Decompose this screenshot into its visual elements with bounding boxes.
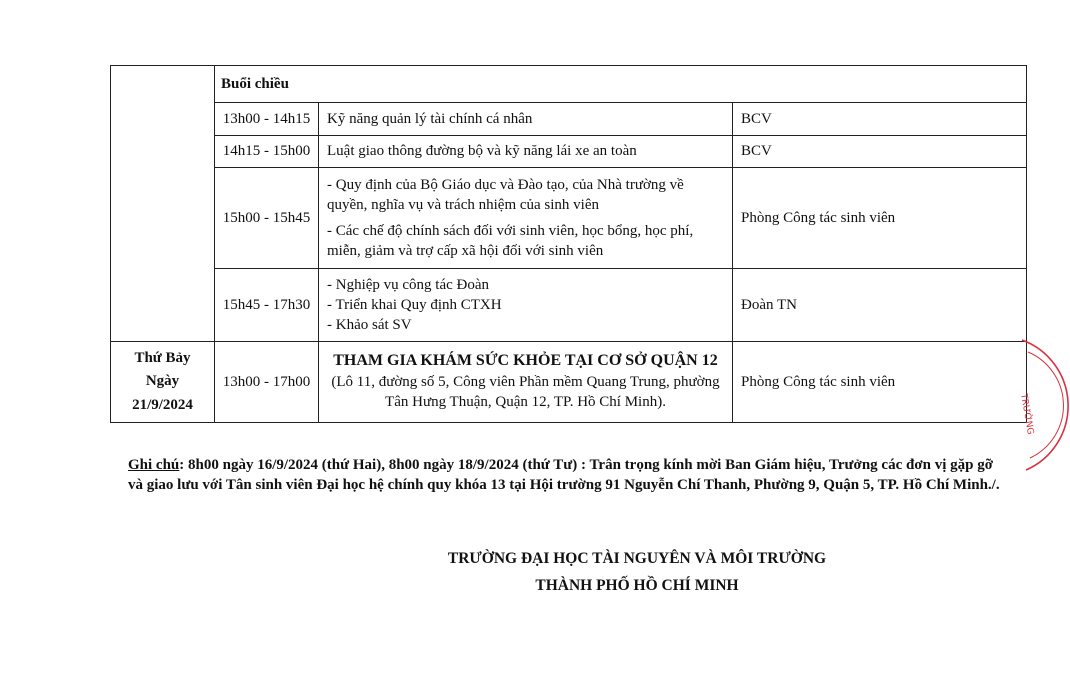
content-item: - Khảo sát SV bbox=[327, 317, 412, 334]
content-cell bbox=[319, 168, 733, 269]
content-cell bbox=[319, 269, 733, 342]
table-row bbox=[111, 342, 1027, 423]
time-cell: 13h00 - 14h15 bbox=[215, 103, 319, 136]
table-row bbox=[111, 136, 1027, 168]
session-header: Buổi chiều bbox=[215, 66, 1027, 103]
unit-cell: BCV bbox=[733, 136, 1027, 168]
stamp-text: TRƯỜNG bbox=[1018, 392, 1036, 436]
time-cell: 13h00 - 17h00 bbox=[215, 342, 319, 423]
day-name: Thứ Bảy bbox=[134, 350, 191, 367]
day-cell bbox=[111, 342, 215, 423]
unit-cell: Phòng Công tác sinh viên bbox=[733, 168, 1027, 269]
unit-cell: Đoàn TN bbox=[733, 269, 1027, 342]
time-cell: 14h15 - 15h00 bbox=[215, 136, 319, 168]
content-cell: Kỹ năng quản lý tài chính cá nhân bbox=[319, 103, 733, 136]
unit-cell: BCV bbox=[733, 103, 1027, 136]
content-item: - Triển khai Quy định CTXH bbox=[327, 296, 502, 313]
table-row bbox=[111, 168, 1027, 269]
content-item: - Các chế độ chính sách đối với sinh viên, học bổng, học phí, miễn, giảm và trợ cấp xã hội đối với sinh viên bbox=[327, 223, 694, 260]
event-title: THAM GIA KHÁM SỨC KHỎE TẠI CƠ SỞ QUẬN 12 bbox=[333, 351, 718, 369]
day-cell-empty bbox=[111, 66, 215, 342]
time-cell: 15h45 - 17h30 bbox=[215, 269, 319, 342]
note-label: Ghi chú bbox=[128, 457, 180, 473]
content-cell: Luật giao thông đường bộ và kỹ năng lái xe an toàn bbox=[319, 136, 733, 168]
time-cell: 15h00 - 15h45 bbox=[215, 168, 319, 269]
signature-line-1: TRƯỜNG ĐẠI HỌC TÀI NGUYÊN VÀ MÔI TRƯỜNG bbox=[447, 550, 827, 567]
content-item: - Nghiệp vụ công tác Đoàn bbox=[327, 276, 490, 293]
schedule-table bbox=[110, 65, 1027, 423]
table-row bbox=[111, 103, 1027, 136]
signature-line-2: THÀNH PHỐ HỒ CHÍ MINH bbox=[535, 577, 739, 594]
table-row bbox=[111, 269, 1027, 342]
content-item: - Quy định của Bộ Giáo dục và Đào tạo, của Nhà trường về quyền, nghĩa vụ và trách nhiệm của sinh viên bbox=[327, 176, 684, 213]
event-address: (Lô 11, đường số 5, Công viên Phần mềm Quang Trung, phường Tân Hưng Thuận, Quận 12, TP. Hồ Chí Minh). bbox=[331, 373, 720, 410]
date-value: 21/9/2024 bbox=[132, 396, 193, 413]
note-text: : 8h00 ngày 16/9/2024 (thứ Hai), 8h00 ngày 18/9/2024 (thứ Tư) : Trân trọng kính mời Ban Giám hiệu, Trưởng các đơn vị gặp gỡ và giao lưu với Tân sinh viên Đại học hệ chính quy khóa 13 tại Hội trường 91 Nguyễn Chí Thanh, Phường 9, Quận 5, TP. Hồ Chí Minh./. bbox=[128, 457, 1000, 493]
unit-cell: Phòng Công tác sinh viên bbox=[733, 342, 1027, 423]
table-row bbox=[111, 66, 1027, 103]
stamp-icon bbox=[1012, 330, 1070, 480]
date-label: Ngày bbox=[145, 373, 180, 390]
note-paragraph bbox=[128, 455, 1008, 495]
content-cell bbox=[319, 342, 733, 423]
